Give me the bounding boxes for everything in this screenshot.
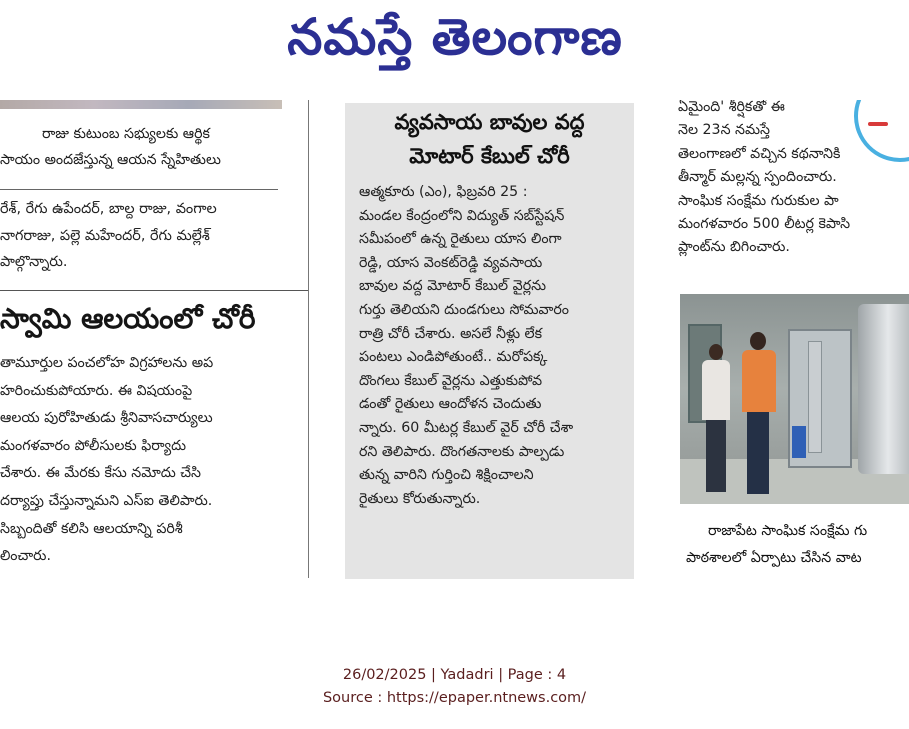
cropped-photo <box>0 100 282 109</box>
photo-caption <box>678 518 909 572</box>
text-line: ఆలయ పురోహితుడు శ్రీనివాసచార్యులు <box>0 410 213 427</box>
boxed-story <box>345 103 634 579</box>
right-column <box>678 100 909 578</box>
text-line: తామూర్తుల పంచలోహ విగ్రహాలను అప <box>0 355 214 371</box>
text-line: రైతులు కోరుతున్నారు. <box>359 490 481 507</box>
page-footer <box>0 664 909 710</box>
water-plant-story <box>678 100 909 260</box>
text-line: మంగళవారం 500 లీటర్ల కెపాసి <box>678 216 851 233</box>
temple-theft-story <box>0 350 282 571</box>
text-line: తీన్మార్ మల్లన్న స్పందించారు. <box>678 169 837 186</box>
text-line: మండల కేంద్రంలోని విద్యుత్ సబ్‌స్టేషన్ <box>359 207 565 224</box>
text-line: ఏమైంది' శీర్షికతో ఈ <box>678 100 785 115</box>
text-line: దొంగలు కేబుల్ వైర్లను ఎత్తుకుపోవ <box>359 372 543 389</box>
text-line: ఆత్మకూరు (ఎం), ఫిబ్రవరి 25 : <box>359 184 528 200</box>
text-line: మంగళవారం పోలీసులకు ఫిర్యాదు <box>0 437 187 454</box>
text-line: నాగరాజు, పల్లె మహేందర్, రేగు మల్లేశ్ <box>0 227 210 244</box>
text-line: రేశ్, రేగు ఉపేందర్, బాల్ద రాజు, వంగాల <box>0 201 217 217</box>
text-line: సమీపంలో ఉన్న రైతులు యాస లింగా <box>359 231 562 248</box>
photo-caption <box>0 121 282 173</box>
text-line: తున్న వారిని గుర్తించి శిక్షించాలని <box>359 467 534 484</box>
source-link[interactable]: Source : https://epaper.ntnews.com/ <box>322 690 587 706</box>
divider <box>0 290 308 291</box>
edition-info: 26/02/2025 | Yadadri | Page : 4 <box>342 667 567 683</box>
caption-line: రాజు కుటుంబ సభ్యులకు ఆర్థిక <box>42 126 210 142</box>
cable-theft-story <box>359 181 629 511</box>
names-paragraph <box>0 196 282 276</box>
text-line: న్నారు. 60 మీటర్ల కేబుల్ వైర్ చోరీ చేశా <box>359 419 574 436</box>
text-line: రెడ్డి, యాస వెంకట్‌రెడ్డి వ్యవసాయ <box>359 254 543 271</box>
text-line: సాంఘిక సంక్షేమ గురుకుల పా <box>678 192 839 209</box>
text-line: దర్యాప్తు చేస్తున్నామని ఎస్ఐ తెలిపారు. <box>0 492 213 509</box>
text-line: లించారు. <box>0 548 51 565</box>
text-line: గుర్తు తెలియని దుండగులు సోమవారం <box>359 301 569 318</box>
temple-theft-headline: స్వామి ఆలయంలో చోరీ <box>0 302 256 335</box>
caption-line: రాజాపేట సాంఘిక సంక్షేమ గు <box>708 523 868 539</box>
text-line: రని తెలిపారు. దొంగతనాలకు పాల్పడు <box>359 443 565 460</box>
newspaper-title: నమస్తే తెలంగాణ <box>287 7 623 66</box>
text-line: సిబ్బందితో కలిసి ఆలయాన్ని పరిశీ <box>0 520 183 537</box>
left-column <box>0 100 308 578</box>
text-line: చేశారు. ఈ మేరకు కేసు నమోదు చేసి <box>0 465 201 482</box>
cable-theft-headline <box>345 105 634 173</box>
text-line: ప్లాంట్‌ను బిగించారు. <box>678 239 790 256</box>
column-rule <box>308 100 309 578</box>
divider <box>0 189 278 190</box>
text-line: పాల్గొన్నారు. <box>0 254 68 270</box>
water-plant-photo <box>680 294 909 504</box>
headline-line: వ్యవసాయ బావుల వద్ద <box>394 110 585 134</box>
text-line: తెలంగాణలో వచ్చిన కథనానికి <box>678 145 841 162</box>
text-line: బావుల వద్ద మోటార్ కేబుల్ వైర్లను <box>359 278 546 295</box>
text-line: నెల 23న నమస్తే <box>678 122 770 139</box>
masthead <box>0 0 909 75</box>
caption-line: పాఠశాలలో ఏర్పాటు చేసిన వాట <box>686 550 862 566</box>
text-line: హరించుకుపోయారు. ఈ విషయంపై <box>0 382 193 399</box>
text-line: రాత్రి చోరీ చేశారు. అసలే నీళ్లు లేక <box>359 325 543 342</box>
caption-line: సాయం అందజేస్తున్న ఆయన స్నేహితులు <box>0 152 221 168</box>
text-line: డంతో రైతులు ఆందోళన చెందుతు <box>359 396 542 413</box>
headline-line: మోటార్ కేబుల్ చోరీ <box>409 144 570 168</box>
text-line: పంటలు ఎండిపోతుంటే.. మరోపక్క <box>359 349 548 366</box>
